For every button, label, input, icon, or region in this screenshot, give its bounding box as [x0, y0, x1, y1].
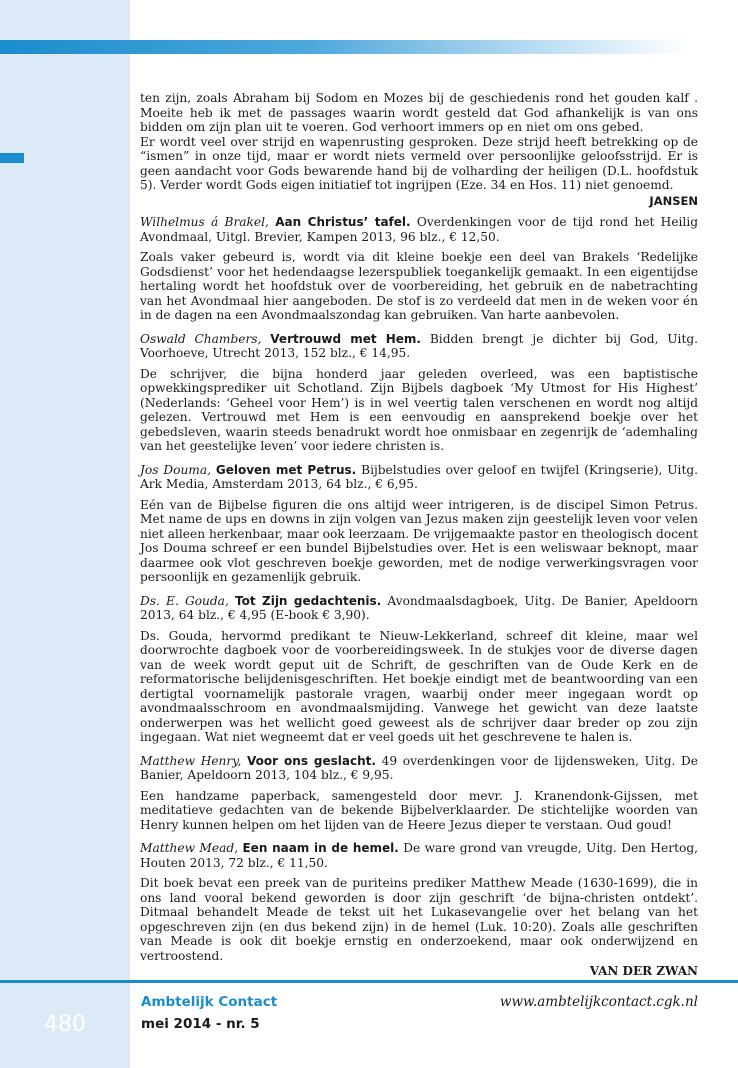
book-title: Tot Zijn gedachtenis. [234, 593, 382, 608]
book-details: 49 overdenkingen voor de lijdensweken, Uitg. De Banier, Apeldoorn 2013, 104 blz., € 9,95. [140, 753, 699, 782]
review-entry [140, 463, 698, 585]
review-entry [140, 594, 698, 745]
book-author: Matthew Henry, [140, 753, 242, 768]
review-text: Ds. Gouda, hervormd predikant te Nieuw-Lekkerland, schreef dit kleine, maar wel doorwrochte dagboek voor de voorbereidingsweek. In de stukjes voor de diverse dagen van de week wordt geput uit de Schrift, de geschriften van de Oude Kerk en de reformatorische belijdenisgeschriften. Het boekje eindigt met de beantwoording van een dertigtal voornamelijk pastorale vragen, waarbij onder meer ingegaan wordt op avondmaalsschroom en avondmaalsmijding. Vanwege het gewicht van deze laatste onderwerpen was het wellicht goed geweest als de schrijver daar breder op zou zijn ingegaan. Wat niet wegneemt dat er veel goeds uit het geschrevene te halen is. [140, 628, 698, 744]
footer-url[interactable]: www.ambtelijkcontact.cgk.nl [499, 994, 698, 1010]
book-reference [140, 332, 698, 361]
book-author: Ds. E. Gouda, [140, 593, 229, 608]
review-text: Eén van de Bijbelse figuren die ons altijd weer intrigeren, is de discipel Simon Petrus. Met name de ups en downs in zijn volgen van Jezus maken zijn geestelijk leven voor velen niet alleen herkenbaar, maar ook leerzaam. De vrijgemaakte pastor en theologisch docent Jos Douma schreef er een bundel Bijbelstudies over. Het is een weliswaar beknopt, maar daarmee ook vlot geschreven boekje geworden, met de nodige verwerkingsvragen voor persoonlijk en gezamenlijk gebruik. [140, 497, 698, 584]
review-entry [140, 332, 698, 454]
review-entry [140, 841, 698, 963]
review-text: Zoals vaker gebeurd is, wordt via dit kleine boekje een deel van Brakels ‘Redelijke Godsdienst’ voor het hedendaagse lezerspubliek toegankelijk gemaakt. In een eigentijdse hertaling wordt het hoofdstuk over de voorbereiding, het gebruik en de nabetrachting van het Avondmaal hier aangeboden. De stof is zo verdeeld dat men in de weken voor én in de dagen na een Avondmaalszondag kan gebruiken. Van harte aanbevolen. [140, 250, 698, 322]
book-reference [140, 754, 698, 783]
side-marker [0, 153, 24, 163]
page-number: 480 [44, 1012, 86, 1037]
signature-jansen: JANSEN [649, 193, 698, 208]
intro-paragraph: ten zijn, zoals Abraham bij Sodom en Mozes bij de geschiedenis rond het gouden kalf . Moeite heb ik met de passages waarin wordt gesteld dat God afhankelijk is van ons bidden om zijn plan uit te voeren. God verhoort immers op en niet om ons gebed. [140, 91, 698, 134]
book-reference [140, 463, 698, 492]
book-title: Vertrouwd met Hem. [270, 331, 421, 346]
book-title: Een naam in de hemel. [242, 841, 399, 855]
review-entry [140, 215, 698, 323]
book-reference [140, 594, 698, 623]
intro-paragraph: Er wordt veel over strijd en wapenrusting gesproken. Deze strijd heeft betrekking op de “ismen” in onze tijd, maar er wordt niets vermeld over persoonlijke geloofsstrijd. Er is geen aandacht voor Gods bewarende hand bij de volharding der heiligen (D.L. hoofdstuk 5). Verder wordt Gods eigen initiatief tot ingrijpen (Eze. 34 en Hos. 11) niet genoemd. [140, 134, 698, 192]
book-author: Jos Douma, [140, 462, 211, 477]
header-gradient-bar [0, 40, 690, 54]
book-author: Wilhelmus á Brakel, [140, 215, 269, 229]
signature-van-der-zwan: VAN DER ZWAN [589, 964, 698, 978]
book-details: Bijbelstudies over geloof en twijfel (Kringserie), Uitg. Ark Media, Amsterdam 2013, 64 blz., € 6,95. [140, 462, 699, 491]
book-reference [140, 215, 698, 244]
article-body [140, 91, 698, 986]
book-details: Overdenkingen voor de tijd rond het Heilig Avondmaal, Uitgl. Brevier, Kampen 2013, 96 blz., € 12,50. [140, 215, 699, 244]
footer-issue: mei 2014 - nr. 5 [141, 1016, 260, 1032]
book-reference [140, 841, 698, 870]
book-author: Oswald Chambers, [140, 331, 262, 346]
review-text: Een handzame paperback, samengesteld door mevr. J. Kranendonk-Gijssen, met meditatieve gedachten van de bekende Bijbelverklaarder. De stichtelijke woorden van Henry kunnen helpen om het lijden van de Heere Jezus dieper te verstaan. Oud goud! [140, 788, 698, 832]
book-details: Bidden brengt je dichter bij God, Uitg. Voorhoeve, Utrecht 2013, 152 blz., € 14,95. [140, 331, 699, 360]
review-text: Dit boek bevat een preek van de puriteins prediker Matthew Meade (1630-1699), die in ons land vooral bekend geworden is door zijn geschrift ‘de bijna-christen ontdekt’. Ditmaal behandelt Meade de tekst uit het Lukasevangelie over het belang van het opgeschreven zijn (en dus bekend zijn) in de hemel (Luk. 10:20). Zoals alle geschriften van Meade is ook dit boekje ernstig en onderzoekend, maar ook onderwijzend en vertroostend. [140, 876, 698, 963]
footer-publication-title: Ambtelijk Contact [141, 994, 278, 1010]
book-title: Geloven met Petrus. [215, 462, 357, 477]
book-details: De ware grond van vreugde, Uitg. Den Hertog, Houten 2013, 72 blz., € 11,50. [140, 841, 699, 870]
review-entry [140, 754, 698, 833]
book-title: Aan Christus’ tafel. [275, 215, 411, 229]
book-title: Voor ons geslacht. [247, 753, 376, 768]
book-author: Matthew Mead, [140, 841, 239, 855]
review-text: De schrijver, die bijna honderd jaar geleden overleed, was een baptistische opwekkingsprediker uit Schotland. Zijn Bijbels dagboek ‘My Utmost for His Highest’ (Nederlands: ‘Geheel voor Hem’) is in wel veertig talen verschenen en wordt nog altijd gelezen. Vertrouwd met Hem is een eenvoudig en aansprekend boekje over het gebedsleven, waarin steeds benadrukt wordt hoe onmisbaar en zegenrijk de ‘ademhaling van het geestelijke leven’ voor iedere christen is. [140, 366, 698, 453]
book-details: Avondmaalsdagboek, Uitg. De Banier, Apeldoorn 2013, 64 blz., € 4,95 (E-book € 3,90). [140, 593, 699, 622]
